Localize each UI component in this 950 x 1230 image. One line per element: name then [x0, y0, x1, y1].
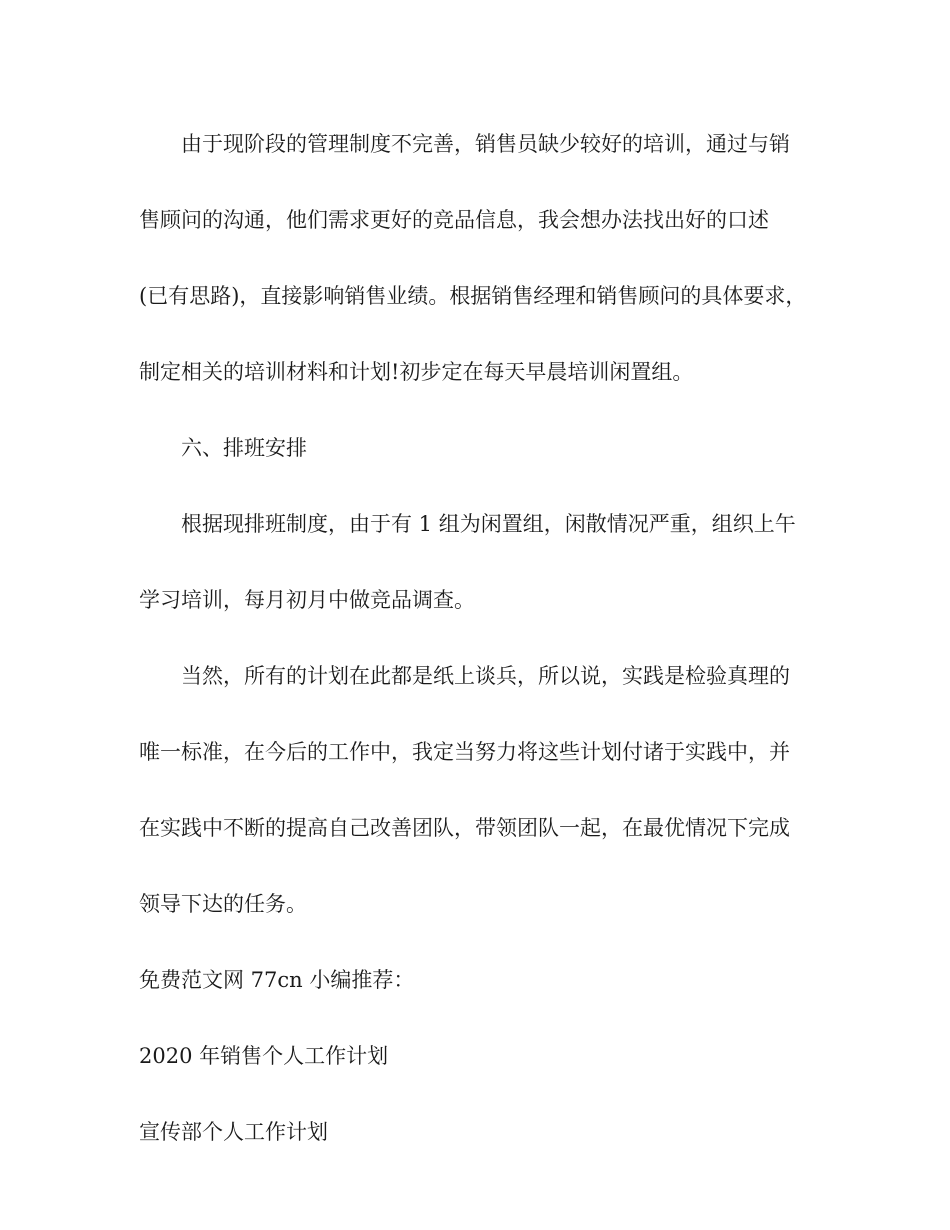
related-link-text[interactable]: 宣传部个人工作计划: [139, 1120, 328, 1144]
heading-text: 六、排班安排: [181, 436, 307, 460]
related-link-text[interactable]: 2020 年销售个人工作计划: [139, 1044, 389, 1068]
recommend-label-text: 免费范文网 77cn 小编推荐：: [139, 968, 415, 992]
paragraph-line: (已有思路)，直接影响销售业绩。根据销售经理和销售顾问的具体要求，: [139, 284, 807, 308]
paragraph-line: 在实践中不断的提高自己改善团队，带领团队一起，在最优情况下完成: [139, 816, 790, 840]
paragraph-line: 唯一标准，在今后的工作中，我定当努力将这些计划付诸于实践中，并: [139, 740, 790, 764]
paragraph-training: [139, 125, 829, 429]
paragraph-line: 制定相关的培训材料和计划!初步定在每天早晨培训闲置组。: [139, 360, 694, 384]
paragraph-conclusion: [139, 657, 829, 961]
recommend-label: [139, 961, 829, 1037]
related-link-sales-plan[interactable]: [139, 1037, 829, 1113]
document-body: [139, 125, 829, 1189]
paragraph-line: 学习培训，每月初月中做竞品调查。: [139, 588, 475, 612]
paragraph-line: 由于现阶段的管理制度不完善，销售员缺少较好的培训，通过与销: [181, 132, 790, 156]
paragraph-line: 当然，所有的计划在此都是纸上谈兵，所以说，实践是检验真理的: [181, 664, 790, 688]
paragraph-schedule: [139, 505, 829, 657]
paragraph-line: 根据现排班制度，由于有 1 组为闲置组，闲散情况严重，组织上午: [181, 512, 796, 536]
paragraph-line: 售顾问的沟通，他们需求更好的竞品信息，我会想办法找出好的口述: [139, 208, 769, 232]
paragraph-line: 领导下达的任务。: [139, 892, 307, 916]
section-heading-schedule: [139, 429, 829, 505]
related-link-publicity-plan[interactable]: [139, 1113, 829, 1189]
